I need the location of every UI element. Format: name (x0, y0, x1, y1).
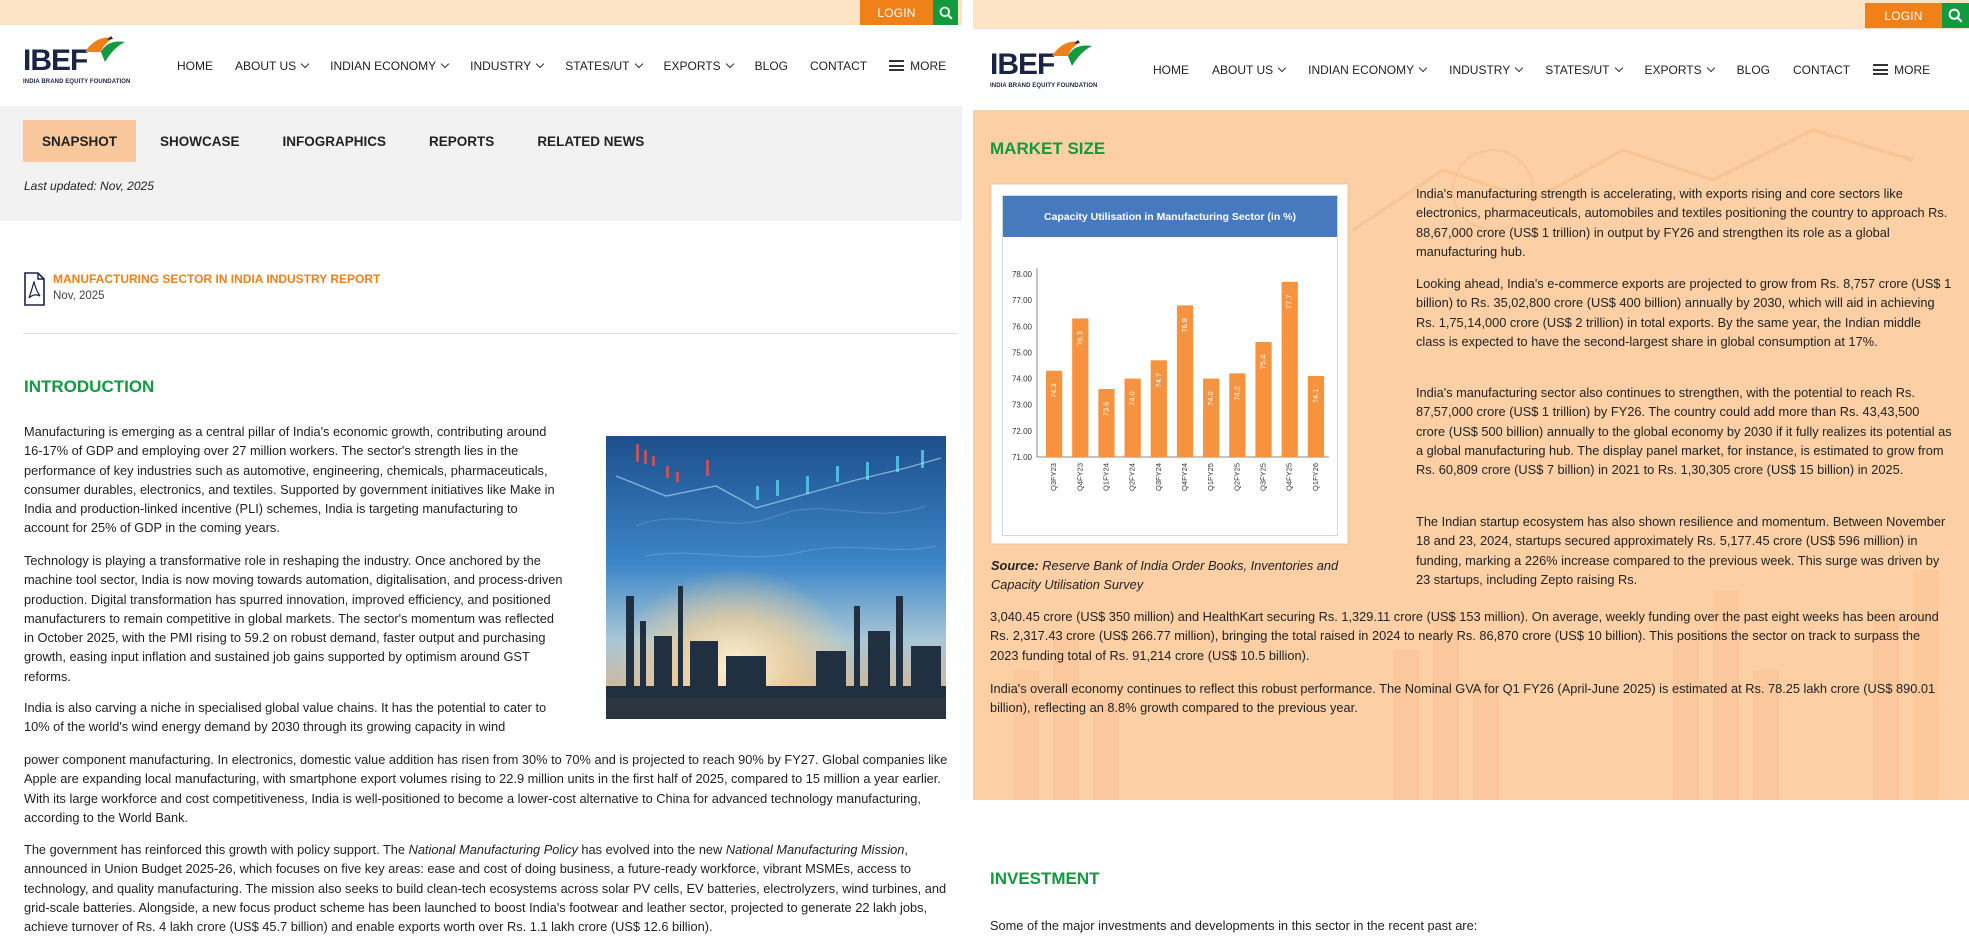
chevron-down-icon (1515, 63, 1523, 71)
tab-related-news[interactable]: RELATED NEWS (537, 133, 645, 149)
pane-gap (962, 0, 973, 942)
x-tick-label: Q1FY24 (1101, 463, 1111, 491)
nav-menu (177, 59, 946, 73)
chevron-down-icon (1706, 63, 1714, 71)
nav-home[interactable] (177, 59, 213, 73)
market-paragraph-1: India's manufacturing strength is accelerating, with exports rising and core sectors like electronics, pharmaceuticals, automobiles and textiles positioning the country to approach Rs. 88,67,000 crore (US$ 1 trillion) in output by FY26 and strengthen its role as a global manufacturing hub. (1416, 186, 1948, 259)
market-paragraph-5: 3,040.45 crore (US$ 350 million) and HealthKart securing Rs. 1,329.11 crore (US$ 153 million). On average, weekly funding over the past eight weeks has been around Rs. 2,317.43 crore (US$ 266.77 million), bringing the total raised in 2024 to nearly Rs. 86,870 crore (US$ 10 billion). This positions the sector on track to surpass the 2023 funding total of Rs. 91,214 crore (US$ 10.5 billion). (990, 609, 1939, 663)
x-tick-label: Q2FY24 (1127, 463, 1137, 491)
nav-exports[interactable] (664, 59, 733, 73)
search-icon (1948, 8, 1963, 23)
search-icon (939, 6, 953, 20)
nav-exports-label: EXPORTS (663, 58, 721, 73)
chart-plot (1003, 237, 1337, 535)
nav-more-label: MORE (910, 58, 947, 73)
nav-contact[interactable] (810, 59, 867, 73)
data-label: 74.2 (1232, 386, 1242, 401)
nav-industry[interactable] (470, 59, 543, 73)
intro-paragraph-1: Manufacturing is emerging as a central pillar of India's economic growth, contributing around 16-17% of GDP and employing over 27 million workers. The sector's strength lies in the performance of key industries such as automotive, engineering, chemicals, pharmaceuticals, consumer durables, electronics, and textiles. Supported by government initiatives like Make in India and production-linked incentive (PLI) schemes, India is targeting manufacturing to account for 25% of GDP in the coming years. (24, 424, 555, 536)
search-button[interactable] (1942, 3, 1969, 28)
page-subheader (0, 106, 962, 221)
nav-states-ut-label: STATES/UT (1545, 62, 1610, 77)
top-utility-bar (0, 0, 962, 25)
logo-wordmark: IBEF (23, 44, 88, 77)
bar-Q1FY26 (1308, 376, 1324, 457)
hamburger-icon (1873, 64, 1888, 75)
x-tick-label: Q4FY25 (1284, 463, 1294, 491)
report-title: MANUFACTURING SECTOR IN INDIA INDUSTRY REPORT (53, 272, 381, 286)
capacity-chart-card (991, 184, 1348, 544)
nav-contact[interactable] (1793, 63, 1850, 77)
intro-paragraph-4 (24, 840, 959, 936)
data-label: 75.4 (1258, 354, 1268, 370)
report-date: Nov, 2025 (53, 290, 105, 302)
hamburger-icon (889, 60, 904, 71)
market-paragraph-2: Looking ahead, India's e-commerce exports are projected to grow from Rs. 8,757 crore (US$ 1 billion) to Rs. 35,02,800 crore (US$ 400 billion) annually by 2030, which will aid in achieving Rs. 1,75,14,000 crore (US$ 2 trillion) in total exports. By the same year, the Indian middle class is expected to have the second-largest share in global consumption at 17%. (1416, 276, 1952, 349)
investment-heading: INVESTMENT (990, 869, 1100, 888)
chevron-down-icon (1278, 63, 1286, 71)
y-tick-label: 77.00 (1011, 296, 1032, 306)
chart-title: Capacity Utilisation in Manufacturing Sector (in %) (1003, 196, 1337, 237)
nav-about-us[interactable] (235, 59, 308, 73)
data-label: 74.7 (1153, 372, 1163, 388)
nav-about-us[interactable] (1212, 63, 1285, 77)
divider (23, 333, 957, 334)
nav-about-us-label: ABOUT US (235, 58, 297, 73)
search-button[interactable] (933, 0, 958, 25)
intro-paragraph-3a: India is also carving a niche in specialised global value chains. It has the potential to cater to 10% of the world's wind energy demand by 2030 through its growing capacity in wind (24, 700, 547, 735)
nav-more[interactable] (889, 59, 946, 73)
capacity-chart (1002, 195, 1338, 536)
market-paragraph-4: The Indian startup ecosystem has also shown resilience and momentum. Between November 18 and 23, 2024, startups secured approximately Rs. 5,177.45 crore (US$ 596 million) in funding, marking a 226% increase compared to the previous week. This surge was driven by 23 startups, including Zepto raising Rs. (1416, 514, 1946, 587)
x-tick-label: Q3FY25 (1258, 463, 1268, 491)
y-tick-label: 76.00 (1011, 322, 1032, 332)
x-tick-label: Q4FY24 (1179, 463, 1189, 491)
policy-name-2: National Manufacturing Mission (725, 842, 905, 857)
market-paragraph-3: India's manufacturing sector also continues to strengthen, with the potential to reach Rs. 87,57,000 crore (US$ 1 trillion) by FY26. The country could add more than Rs. 43,43,500 crore (US$ 500 billion) annually to the global economy by 2030 if it fully realizes its potential as a global manufacturing hub. The display panel market, for instance, is estimated to grow from Rs. 60,809 crore (US$ 7 billion) in 2021 to Rs. 1,30,305 crore (US$ 15 billion) in 2025. (1416, 385, 1952, 478)
nav-home-label: HOME (177, 58, 213, 73)
nav-more[interactable] (1873, 63, 1930, 77)
nav-indian-economy-label: INDIAN ECONOMY (1308, 62, 1415, 77)
tab-showcase[interactable]: SHOWCASE (160, 133, 240, 149)
nav-industry-label: INDUSTRY (470, 58, 532, 73)
x-tick-label: Q1FY26 (1310, 463, 1320, 491)
main-navigation (0, 25, 962, 106)
x-tick-label: Q1FY25 (1206, 463, 1216, 491)
policy-name-1: National Manufacturing Policy (408, 842, 578, 857)
nav-menu (1153, 63, 1930, 77)
logo-subtext: INDIA BRAND EQUITY FOUNDATION (990, 83, 1098, 89)
refinery-skyline-image (606, 436, 946, 719)
nav-states-ut[interactable] (565, 59, 641, 73)
tab-infographics[interactable]: INFOGRAPHICS (282, 133, 387, 149)
introduction-heading: INTRODUCTION (24, 377, 155, 396)
investment-intro: Some of the major investments and developments in this sector in the recent past are: (990, 918, 1478, 933)
main-navigation (973, 29, 1969, 110)
login-button[interactable]: LOGIN (860, 0, 933, 25)
report-download-link[interactable] (23, 272, 380, 306)
tab-reports[interactable]: REPORTS (429, 133, 495, 149)
y-tick-label: 72.00 (1011, 426, 1032, 436)
top-utility-bar (973, 0, 1969, 29)
data-label: 74.3 (1049, 383, 1059, 399)
nav-blog[interactable] (755, 59, 788, 73)
data-label: 76.3 (1075, 331, 1085, 346)
nav-indian-economy-label: INDIAN ECONOMY (330, 58, 437, 73)
bar-Q1FY24 (1098, 389, 1114, 457)
ibef-logo[interactable] (23, 46, 145, 85)
data-label: 76.8 (1179, 318, 1189, 333)
y-tick-label: 71.00 (1011, 453, 1032, 462)
tab-snapshot[interactable]: SNAPSHOT (23, 120, 136, 162)
x-tick-label: Q2FY25 (1232, 463, 1242, 491)
data-label: 73.6 (1101, 401, 1111, 417)
y-tick-label: 78.00 (1011, 270, 1032, 279)
policy-text-end: , announced in Union Budget 2025-26, which focuses on five key areas: ease and cost of doing business, a future-ready workforce, vibrant MSMEs, access to technology, and quality manufacturing. The mission also seeks to build clean-tech ecosystems across solar PV cells, EV batteries, electrolyzers, wind turbines, and grid-scale batteries. Alongside, a new focus product scheme has been launched to boost India's footwear and leather sector, projected to generate 22 lakh jobs, achieve turnover of Rs. 4 lakh crore (US$ 45.7 billion) and enable exports worth over Rs. 1.1 lakh crore (US$ 12.6 billion). (24, 842, 947, 935)
data-label: 74.0 (1206, 391, 1216, 406)
nav-industry-label: INDUSTRY (1449, 62, 1511, 77)
intro-paragraph-2: Technology is playing a transformative role in reshaping the industry. Once anchored by the machine tool sector, India is now moving towards automation, digitalisation, and process-driven production. Digital transformation has spurred innovation, improved efficiency, and positioned manufacturers to remain competitive in global markets. The sector's momentum was reflected in October 2025, with the PMI rising to 59.2 on robust demand, faster output and purchasing growth, easing input inflation and sustained job gains supported by optimism around GST reforms. (24, 553, 563, 684)
market-paragraph-6: India's overall economy continues to reflect this robust performance. The Nominal GVA for Q1 FY26 (April-June 2025) is estimated at Rs. 78.25 lakh crore (US$ 890.01 billion), reflecting an 8.8% growth compared to the previous year. (990, 681, 1936, 716)
right-page-pane (973, 0, 1969, 942)
y-tick-label: 73.00 (1011, 400, 1032, 410)
nav-contact-label: CONTACT (810, 58, 868, 73)
nav-contact-label: CONTACT (1793, 62, 1851, 77)
nav-exports[interactable] (1645, 63, 1714, 77)
data-label: 74.0 (1127, 391, 1137, 406)
bar-Q2FY25 (1229, 373, 1245, 457)
x-tick-label: Q4FY23 (1075, 463, 1085, 491)
nav-about-us-label: ABOUT US (1212, 62, 1274, 77)
left-page-pane (0, 0, 962, 942)
y-tick-label: 74.00 (1011, 374, 1032, 384)
bird-icon (1050, 38, 1094, 70)
logo-wordmark: IBEF (990, 48, 1055, 81)
source-text: Reserve Bank of India Order Books, Inventories and Capacity Utilisation Survey (991, 558, 1339, 593)
chevron-down-icon (1419, 63, 1427, 71)
x-tick-label: Q3FY23 (1049, 463, 1059, 491)
data-label: 77.7 (1284, 294, 1294, 310)
market-size-heading: MARKET SIZE (990, 139, 1106, 158)
nav-industry[interactable] (1449, 63, 1522, 77)
nav-home[interactable] (1153, 63, 1189, 77)
section-tabs (23, 120, 668, 162)
chevron-down-icon (536, 59, 544, 67)
source-label: Source: (991, 558, 1039, 573)
chevron-down-icon (1614, 63, 1622, 71)
nav-more-label: MORE (1894, 62, 1931, 77)
nav-blog-label: BLOG (754, 58, 788, 73)
policy-text-mid: has evolved into the new (577, 842, 726, 857)
intro-paragraph-3b: power component manufacturing. In electronics, domestic value addition has risen from 30% to 70% and is projected to reach 90% by FY27. Global companies like Apple are expanding local manufacturing, with smartphone export volumes rising to 22.9 million units in the first half of 2025, compared to 15 million a year earlier. With its large workforce and cost competitiveness, India is well-positioned to become a lower-cost alternative to China for advanced technology manufacturing, according to the World Bank. (24, 752, 948, 825)
nav-blog-label: BLOG (1736, 62, 1770, 77)
last-updated-text: Last updated: Nov, 2025 (24, 179, 154, 193)
chevron-down-icon (441, 59, 449, 67)
logo-subtext: INDIA BRAND EQUITY FOUNDATION (23, 79, 131, 85)
market-size-section (973, 110, 1969, 800)
nav-states-ut-label: STATES/UT (565, 58, 630, 73)
data-label: 74.1 (1310, 388, 1320, 404)
login-button[interactable]: LOGIN (1865, 3, 1942, 28)
chevron-down-icon (301, 59, 309, 67)
bar-Q1FY25 (1203, 379, 1219, 457)
nav-states-ut[interactable] (1545, 63, 1621, 77)
bird-icon (83, 34, 127, 66)
nav-home-label: HOME (1153, 62, 1189, 77)
chevron-down-icon (634, 59, 642, 67)
nav-exports-label: EXPORTS (1644, 62, 1702, 77)
policy-text-start: The government has reinforced this growth with policy support. The (24, 842, 409, 857)
x-tick-label: Q3FY24 (1153, 463, 1163, 491)
chevron-down-icon (725, 59, 733, 67)
nav-indian-economy[interactable] (1308, 63, 1426, 77)
y-tick-label: 75.00 (1011, 348, 1032, 358)
nav-indian-economy[interactable] (330, 59, 448, 73)
chart-source-note (991, 556, 1371, 595)
bar-Q2FY24 (1125, 379, 1141, 457)
pdf-file-icon (23, 272, 45, 306)
nav-blog[interactable] (1737, 63, 1770, 77)
ibef-logo[interactable] (990, 50, 1115, 89)
